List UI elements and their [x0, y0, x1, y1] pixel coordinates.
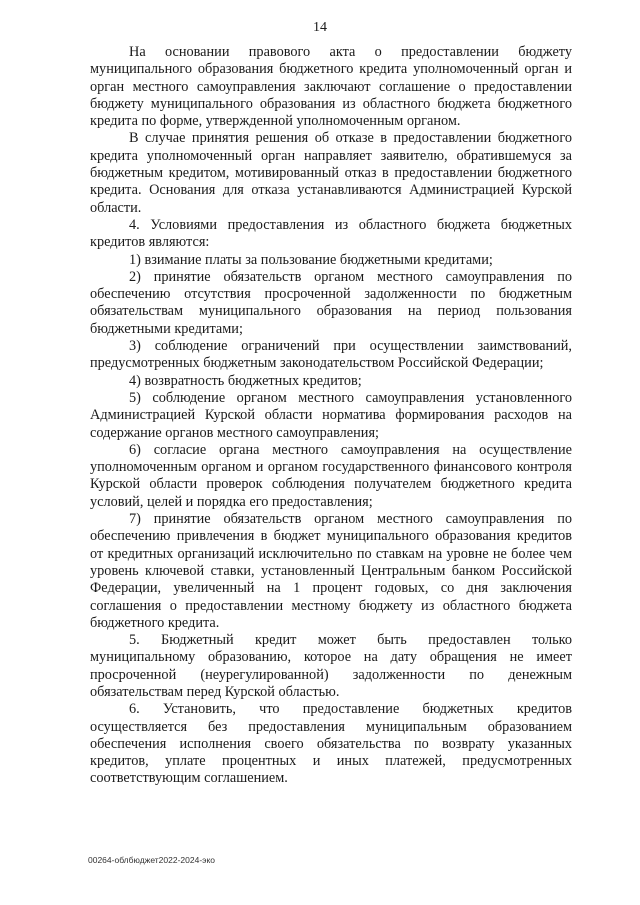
paragraph-no-security: 6. Установить, что предоставление бюджетных кредитов осуществляется без предоставления муниципальным образованием обеспечения исполнения своего обязательства по возврату указанных кредитов, уплате процентных и иных платежей, предусмотренных соответствующим соглашением. [90, 701, 572, 787]
paragraph-eligibility: 5. Бюджетный кредит может быть предоставлен только муниципальному образованию, которое на дату обращения не имеет просроченной (неурегулированной) задолженности по денежным обязательствам перед Курской областью. [90, 632, 572, 700]
document-footer-code: 00264-облбюджет2022-2024-эко [88, 855, 216, 865]
condition-item: 5) соблюдение органом местного самоуправления установленного Администрацией Курской области норматива формирования расходов на содержание органов местного самоуправления; [90, 389, 572, 441]
paragraph-agreement: На основании правового акта о предоставлении бюджету муниципального образования бюджетного кредита уполномоченный орган и орган местного самоуправления заключают соглашение о предоставлении бюджету муниципального образования из областного бюджета бюджетного кредита по форме, утвержденной уполномоченным органом. [90, 44, 572, 130]
document-body [90, 44, 572, 788]
condition-item: 4) возвратность бюджетных кредитов; [129, 372, 362, 389]
condition-item: 6) согласие органа местного самоуправления на осуществление уполномоченным органом и органом государственного финансового контроля Курской области проверок соблюдения получателем бюджетного кредита условий, целей и порядка его предоставления; [90, 441, 572, 510]
paragraph-refusal: В случае принятия решения об отказе в предоставлении бюджетного кредита уполномоченный орган направляет заявителю, обратившемуся за бюджетным кредитом, мотивированный отказ в предоставлении бюджетного кредита. Основания для отказа устанавливаются Администрацией Курской области. [90, 130, 572, 216]
page-number: 14 [313, 20, 327, 35]
paragraph-conditions-heading: 4. Условиями предоставления из областного бюджета бюджетных кредитов являются: [90, 216, 572, 251]
condition-item: 2) принятие обязательств органом местного самоуправления по обеспечению отсутствия просроченной задолженности по бюджетным обязательствам муниципального образования на период пользования бюджетными кредитами; [90, 268, 572, 337]
condition-item: 7) принятие обязательств органом местного самоуправления по обеспечению привлечения в бюджет муниципального образования кредитов от кредитных организаций исключительно по ставкам на уровне не более чем уровень ключевой ставки, установленный Центральным банком Российской Федерации, увеличенный на 1 процент годовых, со дня заключения соглашения о предоставлении местному бюджету из областного бюджета бюджетного кредита. [90, 511, 572, 631]
condition-item: 3) соблюдение ограничений при осуществлении заимствований, предусмотренных бюджетным законодательством Российской Федерации; [90, 338, 572, 372]
condition-item: 1) взимание платы за пользование бюджетными кредитами; [129, 251, 493, 268]
